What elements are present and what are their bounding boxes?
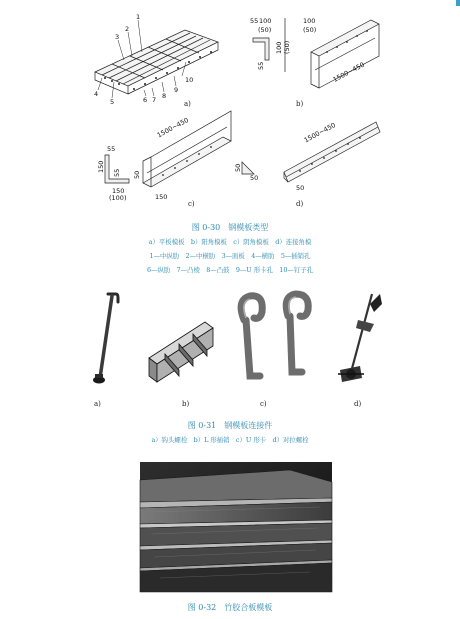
- figure-legend-0-31: a）钩头螺栓 b）L 形插销 c）U 形卡 d）对拉螺栓: [151, 436, 309, 444]
- panel-label-c: c): [188, 200, 195, 208]
- dim-150-base: 150: [155, 193, 168, 201]
- part-number-7: 7: [152, 96, 157, 104]
- dim-length: 1500~450: [331, 60, 366, 84]
- dim-100: 100: [259, 17, 272, 25]
- panel-label-a: a): [184, 100, 191, 108]
- connector-label-c: c): [260, 400, 267, 408]
- part-number-6: 6: [143, 96, 148, 104]
- dim-55-inner: 55: [113, 168, 121, 177]
- l-shaped-pin-illustration: [145, 318, 215, 388]
- figure-legend-line-1: a）平板模板 b）阳角模板 c）阴角模板 d）连接角模: [148, 238, 312, 246]
- figure-legend-line-3: 6—纵肋 7—凸棱 8—凸鼓 9—U 形卡孔 10—钉子孔: [146, 266, 313, 274]
- dim-55: 55: [250, 17, 259, 25]
- figure-caption-0-32: 图 0-32 竹胶合板模板: [187, 603, 273, 612]
- internal-corner-formwork-drawing: [85, 117, 235, 212]
- dim-150-vertical: 150: [97, 160, 105, 173]
- dim-100-right: 100: [303, 17, 316, 25]
- figure-caption-0-30: 图 0-30 钢模板类型: [191, 223, 269, 232]
- dim-50-bottom: 50: [296, 184, 305, 192]
- dim-length: 1500~450: [155, 116, 190, 140]
- dim-50-horizontal: 50: [250, 174, 259, 182]
- figure-caption-0-31: 图 0-31 钢模板连接件: [187, 421, 273, 430]
- dim-100-vertical: 100: [275, 41, 283, 54]
- tie-bolt-illustration: [334, 290, 384, 390]
- u-shaped-clip-illustration: [228, 290, 318, 385]
- part-number-10: 10: [185, 76, 194, 84]
- panel-label-b: b): [296, 100, 304, 108]
- dim-length: 1500~450: [302, 121, 337, 145]
- dim-55-top: 55: [107, 145, 116, 153]
- connector-label-b: b): [182, 400, 190, 408]
- part-number-5: 5: [110, 98, 115, 106]
- connector-label-d: d): [354, 400, 362, 408]
- panel-label-d: d): [296, 200, 304, 208]
- flat-formwork-drawing: [90, 12, 220, 106]
- part-number-2: 2: [125, 25, 130, 33]
- dim-150-bottom: 150: [112, 187, 125, 195]
- connector-label-a: a): [94, 400, 101, 408]
- page-corner-marker: [456, 0, 460, 6]
- part-number-9: 9: [174, 86, 179, 94]
- part-number-8: 8: [162, 92, 167, 100]
- external-corner-formwork-drawing: [245, 12, 385, 102]
- connecting-corner-formwork-drawing: [228, 98, 388, 193]
- part-number-4: 4: [94, 90, 99, 98]
- dim-50: (50): [258, 26, 272, 34]
- bamboo-plywood-photo: [140, 462, 332, 592]
- part-number-3: 3: [115, 33, 120, 41]
- dim-55-vertical: 55: [257, 61, 265, 70]
- dim-50-vertical: (50): [283, 40, 291, 54]
- dim-100-bottom: (100): [109, 194, 127, 202]
- part-number-1: 1: [136, 13, 141, 21]
- dim-50-vertical: 50: [234, 163, 242, 172]
- dim-50-right: (50): [303, 26, 317, 34]
- dim-50-side: 50: [133, 170, 141, 179]
- figure-legend-line-2: 1—中纵肋 2—中横肋 3—面板 4—横肋 5—插销孔: [149, 252, 311, 260]
- hook-bolt-illustration: [86, 290, 126, 390]
